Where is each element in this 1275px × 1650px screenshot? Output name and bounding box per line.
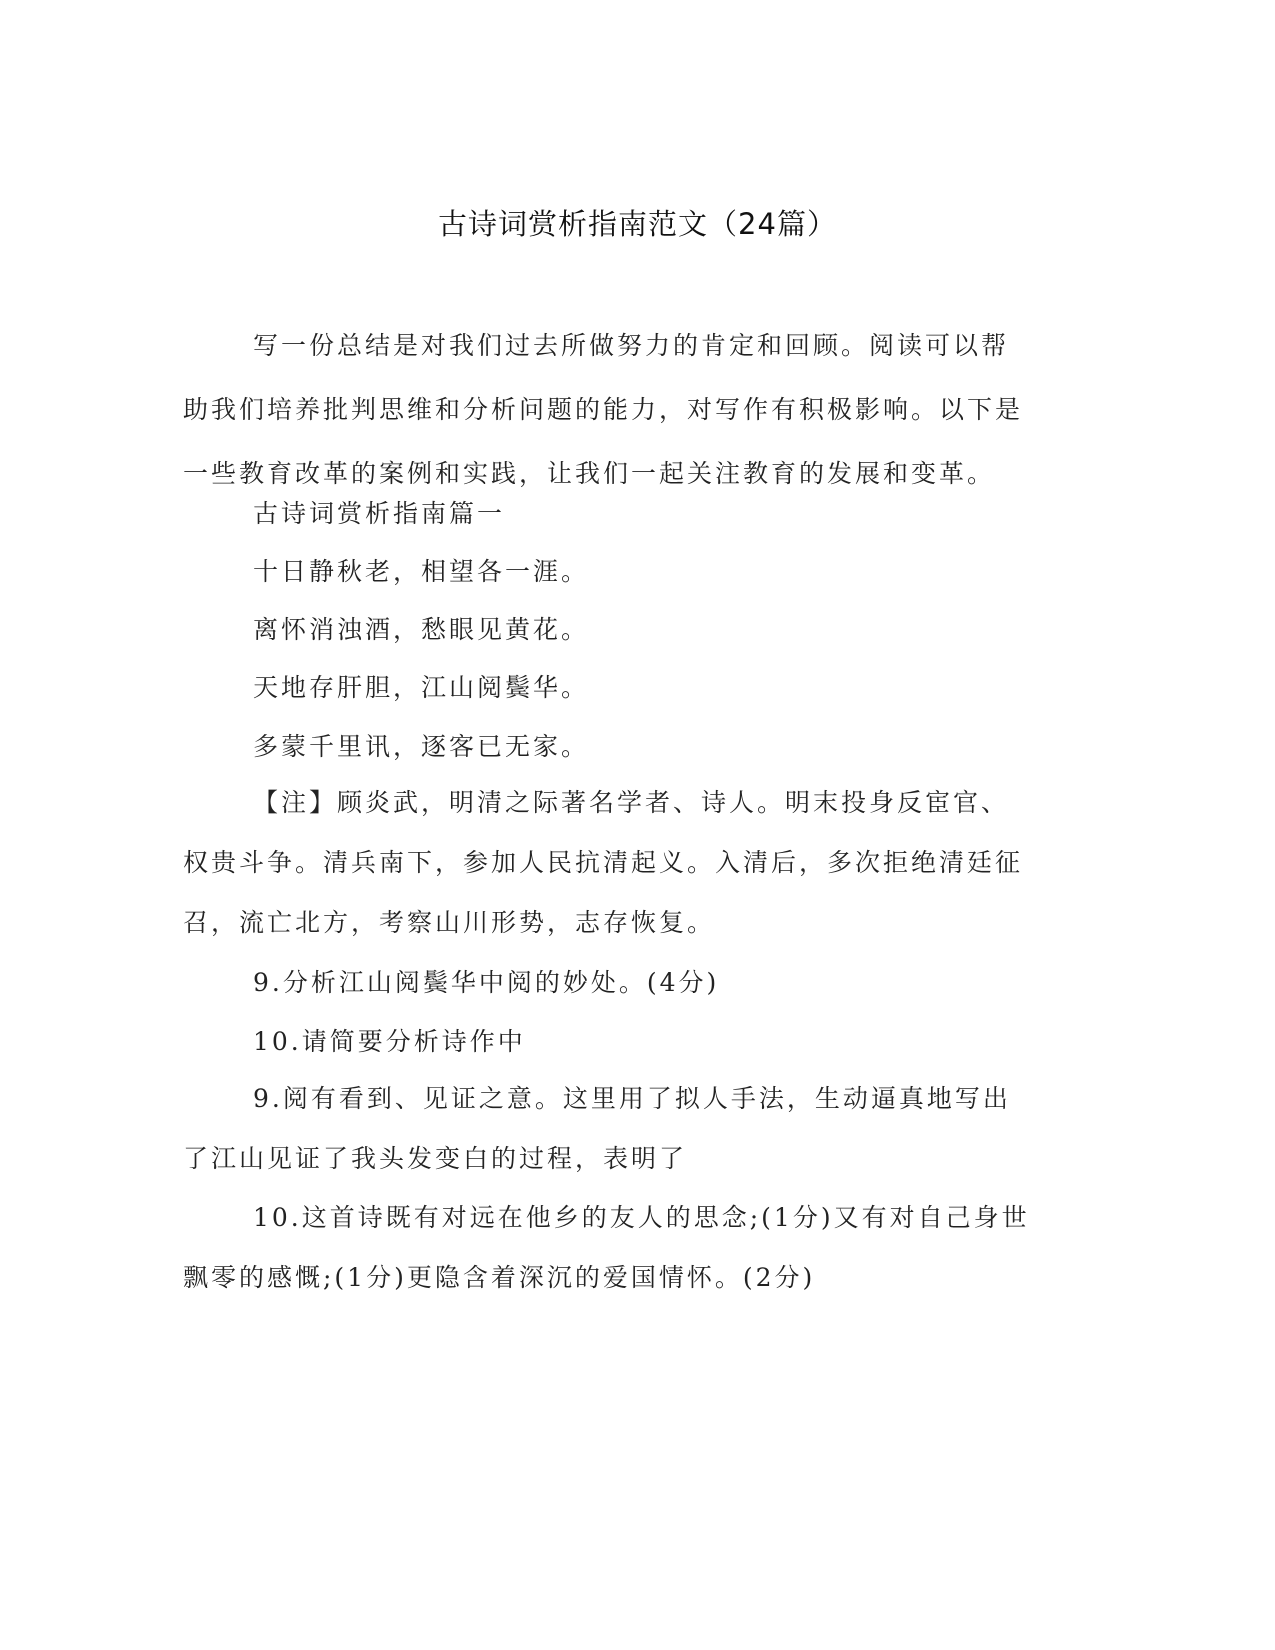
section-heading: 古诗词赏析指南篇一 <box>253 499 506 528</box>
answer-9: 9.阅有看到、见证之意。这里用了拟人手法，生动逼真地写出了江山见证了我头发变白的过程，表明了 <box>183 1084 1011 1173</box>
poem-line: 离怀消浊酒，愁眼见黄花。 <box>253 615 590 644</box>
document-title: 古诗词赏析指南范文（24篇） <box>438 207 837 241</box>
poem-line: 十日静秋老，相望各一涯。 <box>253 557 590 586</box>
note-paragraph: 【注】顾炎武，明清之际著名学者、诗人。明末投身反宦官、权贵斗争。清兵南下，参加人民抗清起义。入清后，多次拒绝清廷征召，流亡北方，考察山川形势，志存恢复。 <box>183 788 1024 937</box>
poem-line: 多蒙千里讯，逐客已无家。 <box>253 732 590 761</box>
question-10: 10.请简要分析诗作中 <box>253 1027 526 1056</box>
intro-paragraph: 写一份总结是对我们过去所做努力的肯定和回顾。阅读可以帮助我们培养批判思维和分析问题的能力，对写作有积极影响。以下是一些教育改革的案例和实践，让我们一起关注教育的发展和变革。 <box>183 331 1024 488</box>
poem-line: 天地存肝胆，江山阅鬓华。 <box>253 673 590 702</box>
answer-10: 10.这首诗既有对远在他乡的友人的思念;(1分)又有对自己身世飘零的感慨;(1分)更隐含着深沉的爱国情怀。(2分) <box>183 1203 1030 1292</box>
question-9: 9.分析江山阅鬓华中阅的妙处。(4分) <box>253 968 720 997</box>
